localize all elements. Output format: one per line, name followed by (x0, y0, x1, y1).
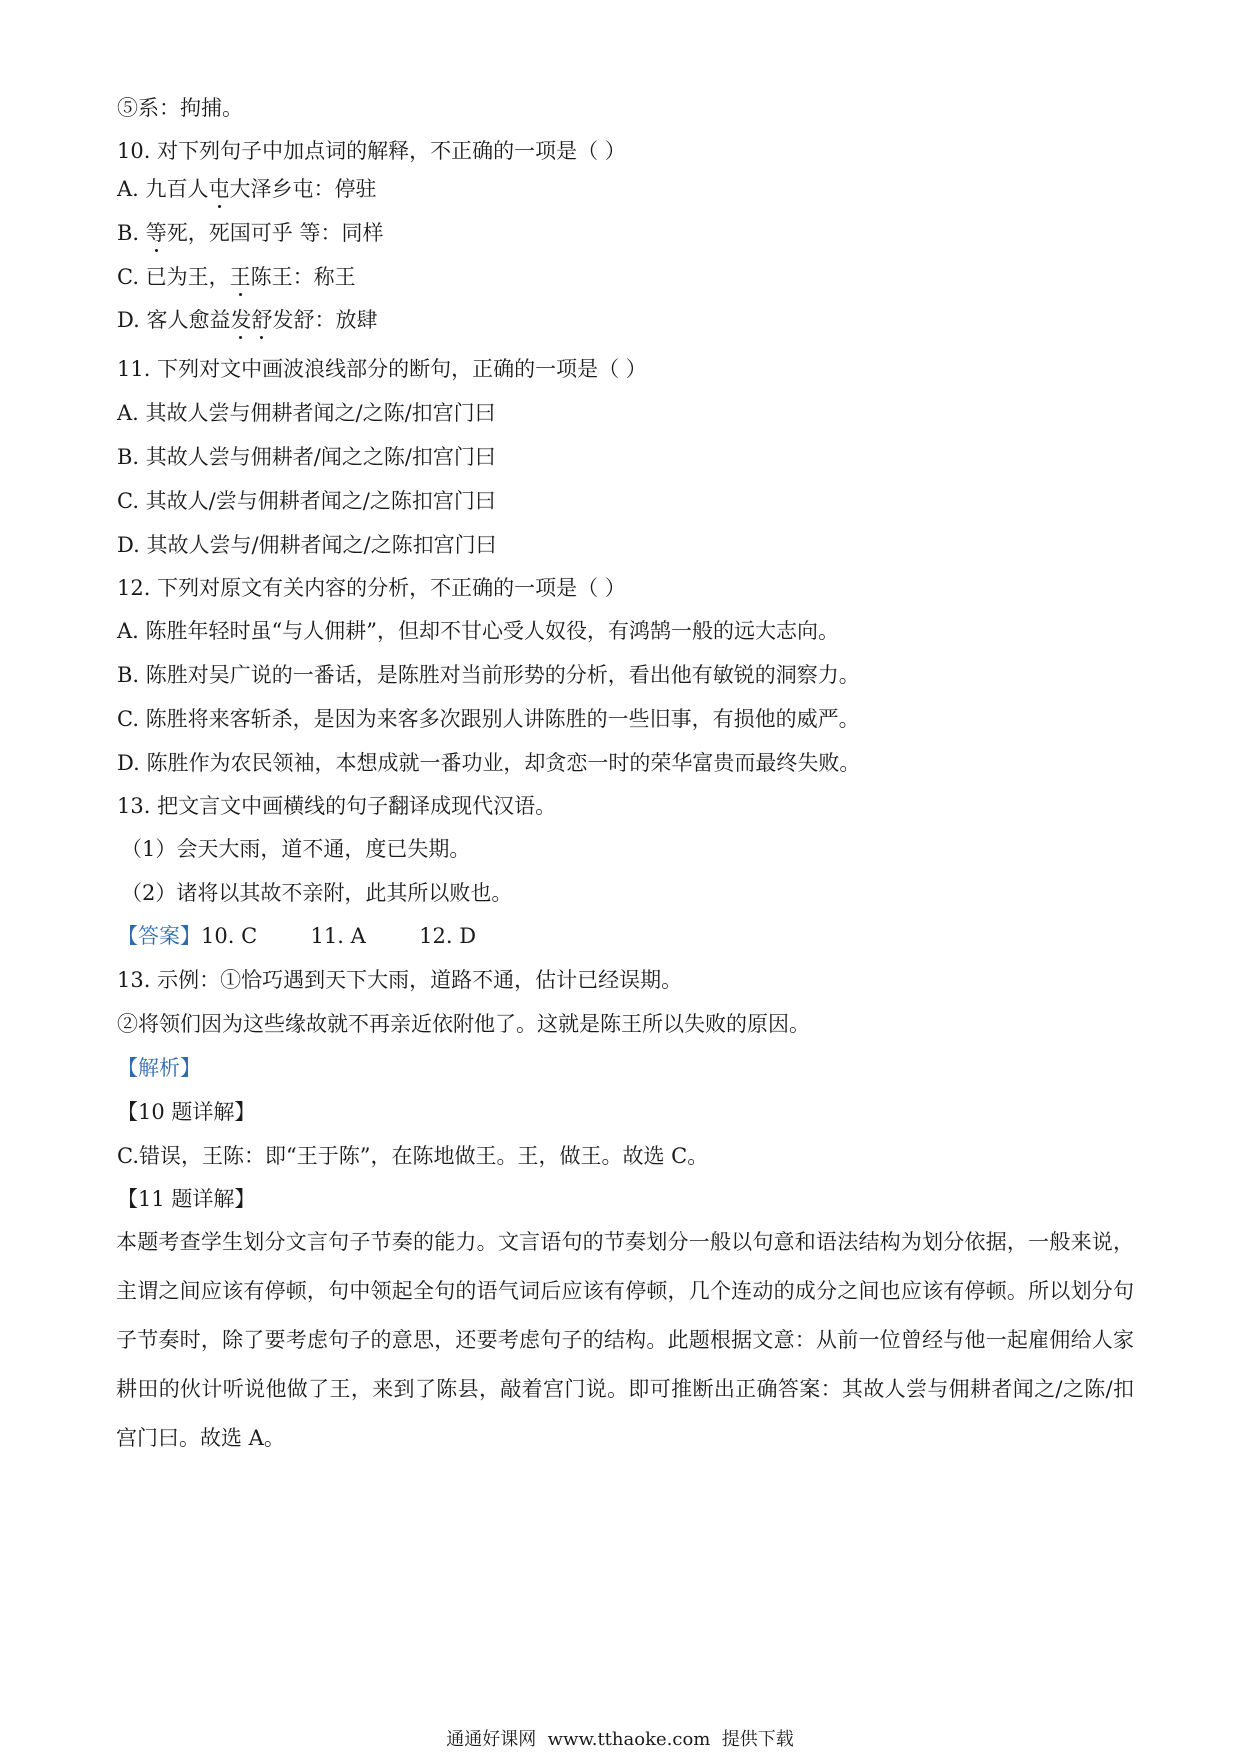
dotted-char: 等 (145, 221, 167, 245)
dotted-char: 王 (229, 265, 251, 289)
answer-values: 10. C 11. A 12. D (201, 924, 477, 948)
question-12: 12. 下列对原文有关内容的分析，不正确的一项是（ ） (117, 576, 626, 600)
detail-10-text: C.错误，王陈：即“王于陈”，在陈地做王。王，做王。故选 C。 (117, 1144, 709, 1168)
answer-label: 【答案】 (117, 924, 201, 948)
question-13: 13. 把文言文中画横线的句子翻译成现代汉语。 (117, 794, 557, 818)
question-11: 11. 下列对文中画波浪线部分的断句，正确的一项是（ ） (117, 357, 647, 381)
q13-sentence-2: （2）诸将以其故不亲附，此其所以败也。 (121, 881, 513, 905)
q11-option-d: D. 其故人尝与/佣耕者闻之/之陈扣宫门曰 (117, 533, 497, 557)
q12-option-a: A. 陈胜年轻时虽“与人佣耕”，但却不甘心受人奴役，有鸿鹄一般的远大志向。 (117, 619, 839, 643)
analysis-label: 【解析】 (117, 1056, 201, 1080)
q12-option-c: C. 陈胜将来客斩杀，是因为来客多次跟别人讲陈胜的一些旧事，有损他的威严。 (117, 707, 860, 731)
q11-option-c: C. 其故人/尝与佣耕者闻之/之陈扣宫门曰 (117, 489, 496, 513)
question-10: 10. 对下列句子中加点词的解释，不正确的一项是（ ） (117, 139, 626, 163)
q10-option-b: B. 等死，死国可乎 等：同样 (117, 221, 384, 245)
answer-line (117, 922, 476, 950)
footer-text: 通通好课网 www.tthaoke.com 提供下载 (446, 1729, 794, 1750)
detail-10-title: 【10 题详解】 (117, 1100, 256, 1124)
q12-option-d: D. 陈胜作为农民领袖，本想成就一番功业，却贪恋一时的荣华富贵而最终失败。 (117, 751, 861, 775)
q13-sentence-1: （1）会天大雨，道不通，度已失期。 (121, 837, 471, 861)
q12-option-b: B. 陈胜对吴广说的一番话，是陈胜对当前形势的分析，看出他有敏锐的洞察力。 (117, 663, 860, 687)
dotted-char: 发 (230, 308, 252, 332)
q10-option-a: A. 九百人屯大泽乡屯：停驻 (117, 177, 377, 201)
detail-11-title: 【11 题详解】 (117, 1187, 256, 1211)
answer-13-line-1: 13. 示例：①恰巧遇到天下大雨，道路不通，估计已经误期。 (117, 968, 683, 992)
q10-option-d: D. 客人愈益发舒发舒：放肆 (117, 308, 378, 332)
q10-option-c: C. 已为王，王陈王：称王 (117, 265, 356, 289)
dotted-char: 屯 (208, 177, 230, 201)
note-line: ⑤系：拘捕。 (117, 96, 243, 120)
answer-13-line-2: ②将领们因为这些缘故就不再亲近依附他了。这就是陈王所以失败的原因。 (117, 1012, 810, 1036)
dotted-char: 舒 (251, 308, 273, 332)
q11-option-b: B. 其故人尝与佣耕者/闻之之陈/扣宫门曰 (117, 445, 496, 469)
q11-option-a: A. 其故人尝与佣耕者闻之/之陈/扣宫门曰 (117, 401, 496, 425)
detail-11-paragraph: 本题考查学生划分文言句子节奏的能力。文言语句的节奏划分一般以句意和语法结构为划分依据，一般来说，主谓之间应该有停顿，句中领起全句的语气词后应该有停顿，几个连动的成分之间也应该有停顿。所以划分句子节奏时，除了要考虑句子的意思，还要考虑句子的结构。此题根据文意：从前一位曾经与他一起雇佣给人家耕田的伙计听说他做了王，来到了陈县，敲着宫门说。即可推断出正确答案：其故人尝与佣耕者闻之/之陈/扣宫门曰。故选 A。 (116, 1230, 1134, 1450)
